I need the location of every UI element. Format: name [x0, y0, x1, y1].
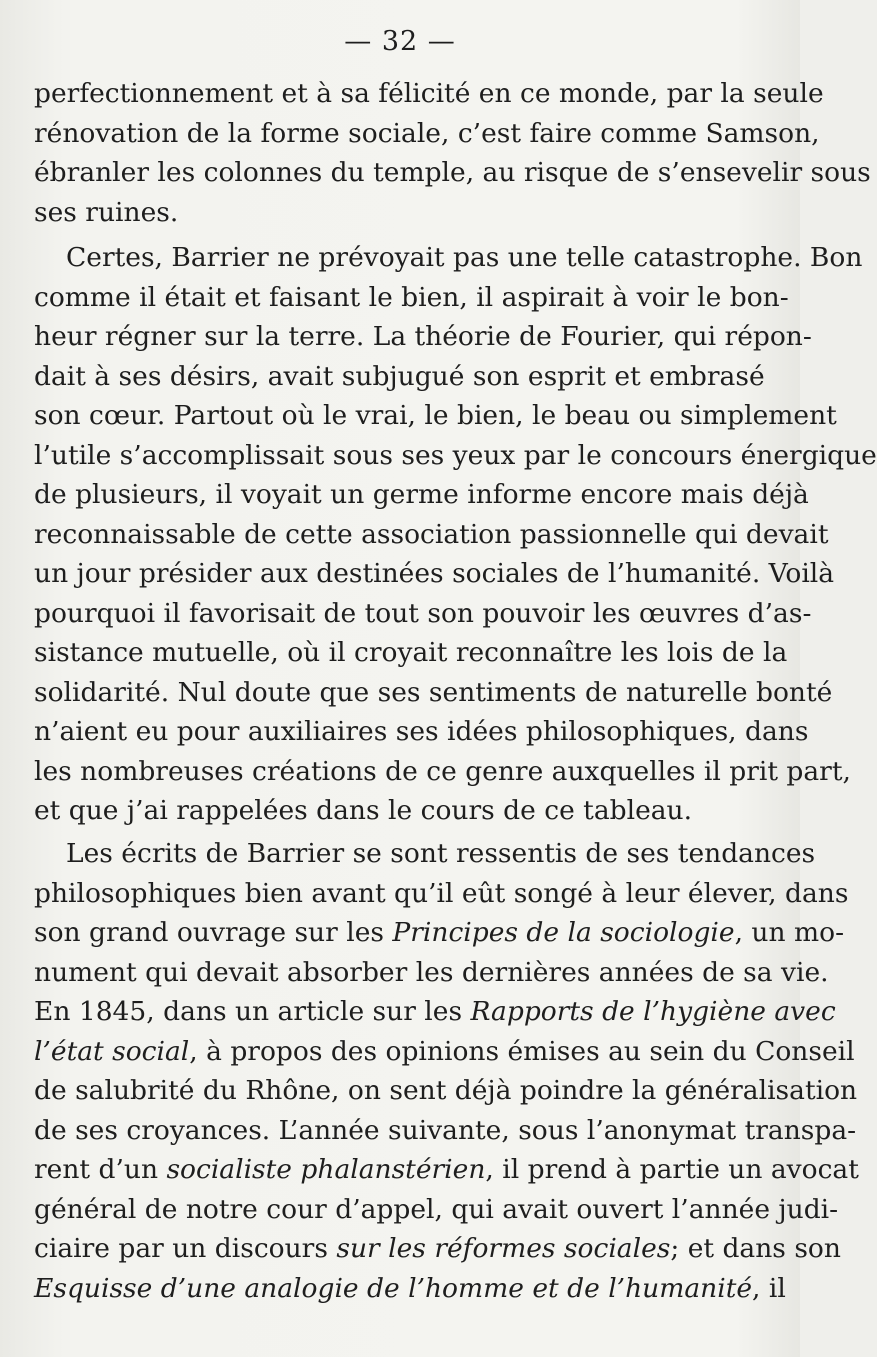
text-line: de salubrité du Rhône, on sent déjà poindre la généralisation [34, 1075, 858, 1106]
text-line: rent d’un socialiste phalanstérien, il prend à partie un avocat [34, 1154, 859, 1185]
text-line: perfectionnement et à sa félicité en ce monde, par la seule [34, 78, 824, 109]
text-line: dait à ses désirs, avait subjugué son esprit et embrasé [34, 360, 765, 392]
text-line: de plusieurs, il voyait un germe informe encore mais déjà [34, 479, 809, 510]
text-line: sistance mutuelle, où il croyait reconnaître les lois de la [34, 637, 788, 668]
text-line: son grand ouvrage sur les Principes de la sociologie, un mo- [34, 917, 845, 948]
italic-title: Esquisse d’une analogie de l’homme et de l’humanité [34, 1272, 753, 1304]
text-line: de ses croyances. L’année suivante, sous l’anonymat transpa- [34, 1114, 857, 1146]
text-line: Esquisse d’une analogie de l’homme et de l’humanité, il [34, 1272, 786, 1304]
text-line: pourquoi il favorisait de tout son pouvoir les œuvres d’as- [34, 597, 812, 629]
text-line: philosophiques bien avant qu’il eût songé à leur élever, dans [34, 877, 849, 909]
text-line: reconnaissable de cette association passionnelle qui devait [34, 518, 829, 550]
text-line: ébranler les colonnes du temple, au risque de s’ensevelir sous [34, 157, 871, 188]
text-line: Les écrits de Barrier se sont ressentis de ses tendances [66, 838, 816, 869]
italic-title: Rapports de l’hygiène avec [470, 996, 836, 1027]
text-line: l’utile s’accomplissait sous ses yeux par le concours énergique [34, 439, 877, 471]
italic-title: socialiste phalanstérien [166, 1154, 486, 1185]
text-line: comme il était et faisant le bien, il aspirait à voir le bon- [34, 281, 789, 313]
italic-title: sur les réformes sociales [336, 1233, 671, 1264]
text-line: ses ruines. [34, 196, 179, 228]
text-line: En 1845, dans un article sur les Rapports de l’hygiène avec [34, 996, 836, 1027]
text-line: Certes, Barrier ne prévoyait pas une telle catastrophe. Bon [66, 242, 863, 273]
page-number: — 32 — [344, 26, 456, 57]
text-line: son cœur. Partout où le vrai, le bien, le beau ou simplement [34, 400, 837, 431]
italic-title: Principes de la sociologie [392, 917, 735, 948]
text-line: général de notre cour d’appel, qui avait ouvert l’année judi- [34, 1193, 839, 1225]
italic-title: l’état social [34, 1035, 190, 1067]
text-line: solidarité. Nul doute que ses sentiments de naturelle bonté [34, 676, 833, 708]
text-line: nument qui devait absorber les dernières années de sa vie. [34, 956, 829, 988]
text-line: n’aient eu pour auxiliaires ses idées philosophiques, dans [34, 716, 809, 747]
text-line: rénovation de la forme sociale, c’est faire comme Samson, [34, 117, 820, 149]
text-line: ciaire par un discours sur les réformes sociales; et dans son [34, 1233, 841, 1264]
text-line: un jour présider aux destinées sociales de l’humanité. Voilà [34, 558, 835, 589]
text-line: l’état social, à propos des opinions émises au sein du Conseil [34, 1035, 855, 1067]
text-line: les nombreuses créations de ce genre auxquelles il prit part, [34, 755, 851, 787]
text-line: et que j’ai rappelées dans le cours de ce tableau. [34, 795, 693, 826]
text-line: heur régner sur la terre. La théorie de Fourier, qui répon- [34, 321, 812, 352]
